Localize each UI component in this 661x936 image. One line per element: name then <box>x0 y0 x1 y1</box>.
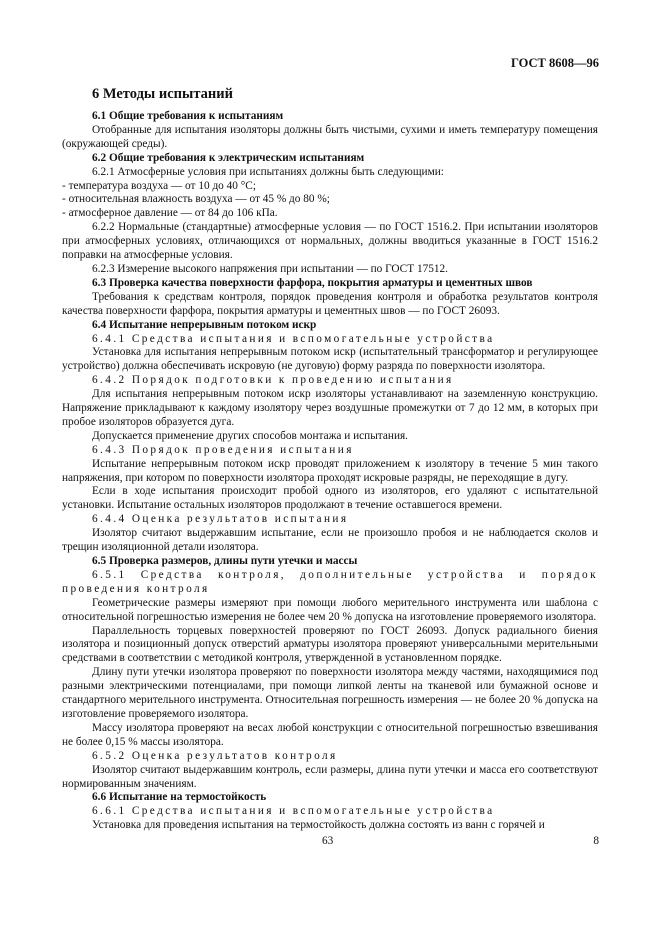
list-item: - температура воздуха — от 10 до 40 °С; <box>62 179 256 192</box>
document-body <box>62 110 598 833</box>
spaced-subheading: 6.6.1 Средства испытания и вспомогательные устройства <box>92 805 495 818</box>
paragraph: Допускается применение других способов монтажа и испытания. <box>92 429 409 442</box>
paragraph: Испытание непрерывным потоком искр проводят приложением к изолятору в течение 5 мин такого напряжения, при котором по поверхности изолятора проходят искровые разряды, не переходящие в дугу. <box>62 457 598 484</box>
section-title: 6 Методы испытаний <box>92 86 233 102</box>
spaced-subheading: 6.5.1 Средства контроля, дополнительные устройства и порядок проведения контроля <box>62 568 598 595</box>
paragraph: Изолятор считают выдержавшим контроль, если размеры, длина пути утечки и масса его соответствуют нормированным значениям. <box>62 763 598 790</box>
paragraph: Установка для испытания непрерывным потоком искр (испытательный трансформатор и регулирующее устройство) должна обеспечивать искровую (не дуговую) форму разряда по поверхности изолятора. <box>62 346 598 373</box>
spaced-subheading: 6.4.3 Порядок проведения испытания <box>92 443 354 456</box>
spaced-subheading: 6.4.4 Оценка результатов испытания <box>92 513 349 526</box>
spaced-subheading: 6.5.2 Оценка результатов контроля <box>92 749 338 762</box>
paragraph: Отобранные для испытания изоляторы должны быть чистыми, сухими и иметь температуру помещения (окружающей среды). <box>62 123 598 150</box>
paragraph: Геометрические размеры измеряют при помощи любого мерительного инструмента или шаблона с относительной погрешностью измерения не более чем 20 % допуска на изготовление проверяемого изолятора. <box>62 596 598 623</box>
paragraph: Массу изолятора проверяют на весах любой конструкции с относительной погрешностью взвешивания не более 0,15 % массы изолятора. <box>62 721 598 748</box>
paragraph: Требования к средствам контроля, порядок проведения контроля и обработка результатов контроля качества поверхности фарфора, покрытия арматуры и цементных швов — по ГОСТ 26093. <box>62 290 598 317</box>
sheet-number: 8 <box>593 835 599 847</box>
paragraph: Установка для проведения испытания на термостойкость должна состоять из ванн с горячей и <box>92 819 545 832</box>
list-item: - атмосферное давление — от 84 до 106 кПа. <box>62 207 278 220</box>
paragraph: 6.2.3 Измерение высокого напряжения при испытании — по ГОСТ 17512. <box>92 262 449 275</box>
list-item: - относительная влажность воздуха — от 45 % до 80 %; <box>62 193 330 206</box>
paragraph: 6.2.2 Нормальные (стандартные) атмосферные условия — по ГОСТ 1516.2. При испытании изоляторов при атмосферных условиях, отличающихся от нормальных, должны вводиться указанные в ГОСТ 1516.2 поправки на атмосферные условия. <box>62 221 598 262</box>
subsection-heading: 6.4 Испытание непрерывным потоком искр <box>92 318 317 331</box>
paragraph: Для испытания непрерывным потоком искр изоляторы устанавливают на заземленную конструкцию. Напряжение прикладывают к каждому изолятору через воздушные промежутки от 7 до 12 мм, в которых при пробое изоляторов образуется дуга. <box>62 388 598 428</box>
paragraph: Параллельность торцевых поверхностей проверяют по ГОСТ 26093. Допуск радиального биения изолятора и позиционный допуск отверстий арматуры изолятора проверяют универсальными мерительными средствами в соответствии с методикой контроля, утвержденной в установленном порядке. <box>62 624 598 665</box>
subsection-heading: 6.6 Испытание на термостойкость <box>92 791 267 804</box>
subsection-heading: 6.1 Общие требования к испытаниям <box>92 110 284 122</box>
paragraph: Если в ходе испытания происходит пробой одного из изоляторов, его удаляют с испытательной установки. Испытание остальных изоляторов продолжают в течение оставшегося времени. <box>62 485 598 512</box>
paragraph: Длину пути утечки изолятора проверяют по поверхности изолятора между частями, находящимися под разными электрическими потенциалами, при помощи липкой ленты на тканевой или бумажной основе и стандартного мерительного инструмента. Относительная погрешность измерения — не более 20 % допуска на изготовление проверяемого изолятора. <box>62 666 598 720</box>
subsection-heading: 6.2 Общие требования к электрическим испытаниям <box>92 151 365 164</box>
subsection-heading: 6.5 Проверка размеров, длины пути утечки и массы <box>92 555 358 567</box>
paragraph: 6.2.1 Атмосферные условия при испытаниях должны быть следующими: <box>92 165 444 178</box>
document-code: ГОСТ 8608—96 <box>510 56 599 70</box>
paragraph: Изолятор считают выдержавшим испытание, если не произошло пробоя и не наблюдается сколов и трещин изоляционной детали изолятора. <box>62 527 598 554</box>
spaced-subheading: 6.4.2 Порядок подготовки к проведению испытания <box>92 374 454 387</box>
subsection-heading: 6.3 Проверка качества поверхности фарфора, покрытия арматуры и цементных швов <box>92 276 533 289</box>
spaced-subheading: 6.4.1 Средства испытания и вспомогательные устройства <box>92 332 495 345</box>
page-number: 63 <box>322 835 334 847</box>
